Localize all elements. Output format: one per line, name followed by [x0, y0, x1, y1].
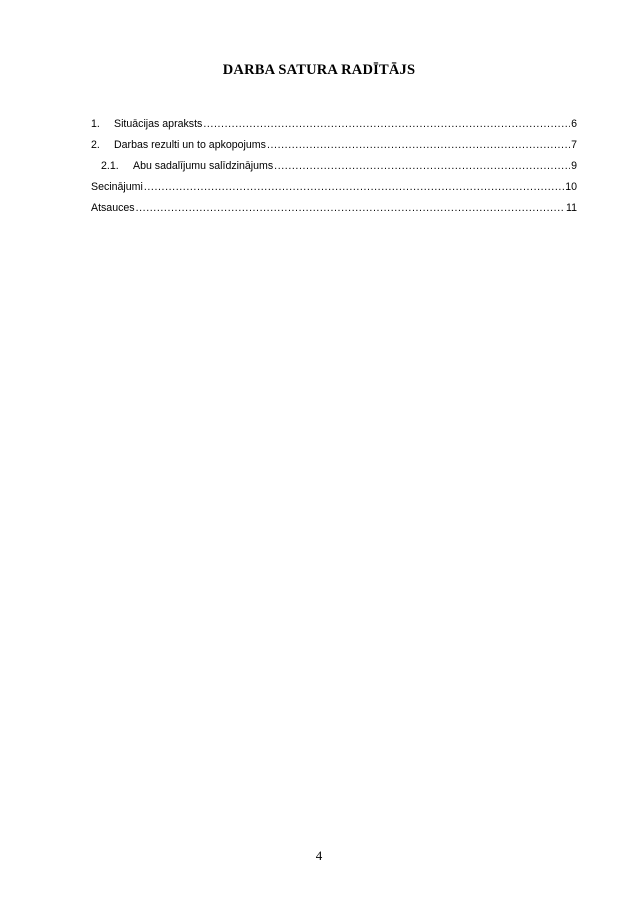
toc-leader-dots	[274, 160, 570, 172]
toc-leader-dots	[267, 139, 570, 151]
page-number: 4	[315, 848, 323, 863]
toc-entry-text: Atsauces	[91, 202, 135, 214]
toc-leader-dots	[144, 181, 564, 193]
toc-entry-page: 11	[566, 202, 577, 214]
toc-leader-dots	[203, 118, 570, 130]
toc-entry-abu-sadalijumu[interactable]	[91, 160, 577, 181]
toc-entry-text: Darbas rezulti un to apkopojums	[114, 139, 266, 151]
toc-entry-text: Situācijas apraksts	[114, 118, 203, 130]
toc-entry-secinajumi[interactable]	[91, 181, 577, 202]
toc-entry-text: Secinājumi	[91, 181, 143, 193]
toc-entry-situacijas-apraksts[interactable]	[91, 118, 577, 139]
toc-entry-text: Abu sadalījumu salīdzinājums	[133, 160, 274, 172]
toc-entry-page: 6	[571, 118, 577, 130]
toc-entry-page: 9	[571, 160, 577, 172]
toc-entry-number: 1.	[91, 118, 100, 130]
toc-entry-number: 2.1.	[101, 160, 119, 172]
toc-leader-dots	[136, 202, 565, 214]
toc-entry-darbas-rezulti[interactable]	[91, 139, 577, 160]
toc-entry-page: 7	[571, 139, 577, 151]
toc-entry-page: 10	[565, 181, 577, 193]
toc-title: DARBA SATURA RADĪTĀJS	[222, 62, 416, 78]
toc-entry-atsauces[interactable]	[91, 202, 577, 223]
table-of-contents	[91, 118, 577, 223]
toc-entry-number: 2.	[91, 139, 100, 151]
